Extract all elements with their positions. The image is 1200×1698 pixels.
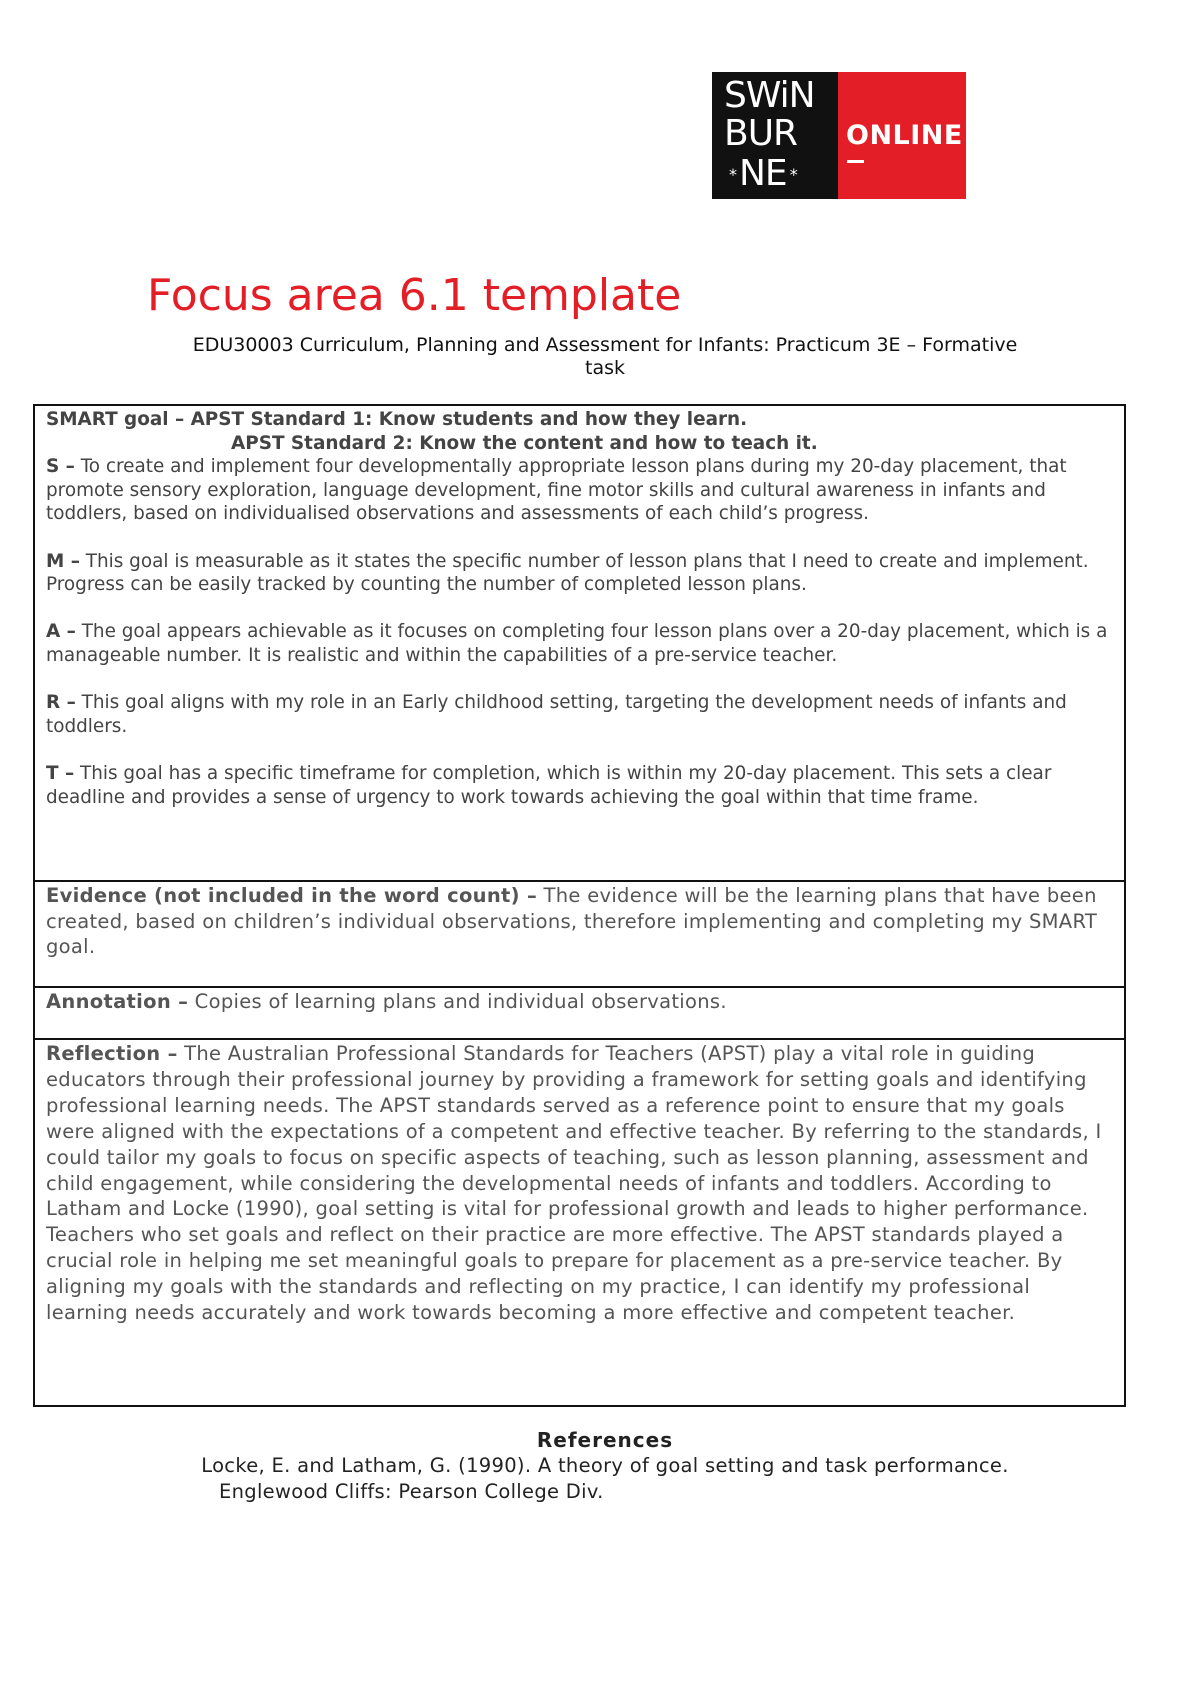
smart-s-label: S – [46, 456, 75, 478]
smart-r-paragraph [46, 691, 1112, 738]
evidence-cell [35, 882, 1124, 988]
reflection-cell [35, 1040, 1124, 1405]
logo-line-1: SWiN [724, 75, 815, 116]
page-subtitle [0, 334, 1200, 380]
page-title: Focus area 6.1 template [147, 270, 682, 321]
star-icon: * [789, 165, 797, 184]
reference-line-1: Locke, E. and Latham, G. (1990). A theory of goal setting and task performance. [201, 1454, 1009, 1477]
subtitle-line-1: EDU30003 Curriculum, Planning and Assessment for Infants: Practicum 3E – Formative [192, 334, 1018, 356]
logo-line-3-text: NE [739, 153, 787, 194]
logo-line-3 [726, 153, 800, 194]
smart-t-paragraph [46, 762, 1112, 809]
smart-m-label: M – [46, 550, 80, 572]
smart-goal-cell [35, 406, 1124, 882]
smart-m-text: This goal is measurable as it states the specific number of lesson plans that I need to create and implement. Progress can be easily tracked by counting the number of completed lesson plans. [46, 550, 1089, 596]
references-heading: References [536, 1428, 674, 1452]
reference-line-2: Englewood Cliffs: Pearson College Div. [219, 1480, 604, 1503]
annotation-label: Annotation – [46, 990, 189, 1013]
focus-area-table [33, 404, 1126, 1407]
smart-m-paragraph [46, 550, 1112, 597]
subtitle-line-2: task [585, 357, 625, 379]
smart-s-paragraph [46, 455, 1112, 526]
smart-goal-heading: SMART goal – APST Standard 1: Know students and how they learn. [46, 409, 748, 430]
evidence-label: Evidence (not included in the word count) – [46, 884, 538, 907]
star-icon: * [729, 165, 736, 184]
annotation-cell [35, 988, 1124, 1040]
references-section [0, 1427, 1200, 1505]
logo-online-text: ONLINE [846, 120, 963, 151]
smart-a-text: The goal appears achievable as it focuses on completing four lesson plans over a 20-day placement, which is a manageable number. It is realistic and within the capabilities of a pre-service teacher. [46, 621, 1108, 666]
smart-t-text: This goal has a specific timeframe for completion, which is within my 20-day placement. This sets a clear deadline and provides a sense of urgency to work towards achieving the goal within that time frame. [46, 762, 1052, 808]
smart-s-text: To create and implement four developmentally appropriate lesson plans during my 20-day placement, that promote sensory exploration, language development, fine motor skills and cultural awareness in infants and toddlers, based on individualised observations and assessments of each child’s progress. [46, 456, 1067, 525]
evidence-text: The evidence will be the learning plans that have been created, based on children’s individual observations, therefore implementing and completing my SMART goal. [46, 884, 1098, 959]
smart-r-text: This goal aligns with my role in an Early childhood setting, targeting the development needs of infants and toddlers. [46, 692, 1067, 737]
smart-goal-heading-2: APST Standard 2: Know the content and how to teach it. [231, 432, 818, 454]
swinburne-online-logo [712, 72, 966, 199]
logo-dash [847, 160, 864, 163]
logo-line-2: BUR [724, 113, 798, 154]
logo-wordmark-block [712, 72, 838, 199]
reflection-text: The Australian Professional Standards for Teachers (APST) play a vital role in guiding educators through their professional journey by providing a framework for setting goals and identifying professional learning needs. The APST standards served as a reference point to ensure that my goals were aligned with the expectations of a competent and effective teacher. By referring to the standards, I could tailor my goals to focus on specific aspects of teaching, such as lesson planning, assessment and child engagement, while considering the developmental needs of infants and toddlers. According to Latham and Locke (1990), goal setting is vital for professional growth and leads to higher performance. Teachers who set goals and reflect on their practice are more effective. The APST standards played a crucial role in helping me set meaningful goals to prepare for placement as a pre-service teacher. By aligning my goals with the standards and reflecting on my practice, I can identify my professional learning needs accurately and work towards becoming a more effective and competent teacher. [46, 1042, 1102, 1325]
reflection-label: Reflection – [46, 1042, 178, 1065]
smart-a-paragraph [46, 620, 1112, 667]
logo-online-block [838, 72, 966, 199]
smart-r-label: R – [46, 692, 76, 714]
smart-t-label: T – [46, 762, 75, 784]
smart-a-label: A – [46, 621, 76, 643]
annotation-text: Copies of learning plans and individual observations. [188, 990, 727, 1013]
